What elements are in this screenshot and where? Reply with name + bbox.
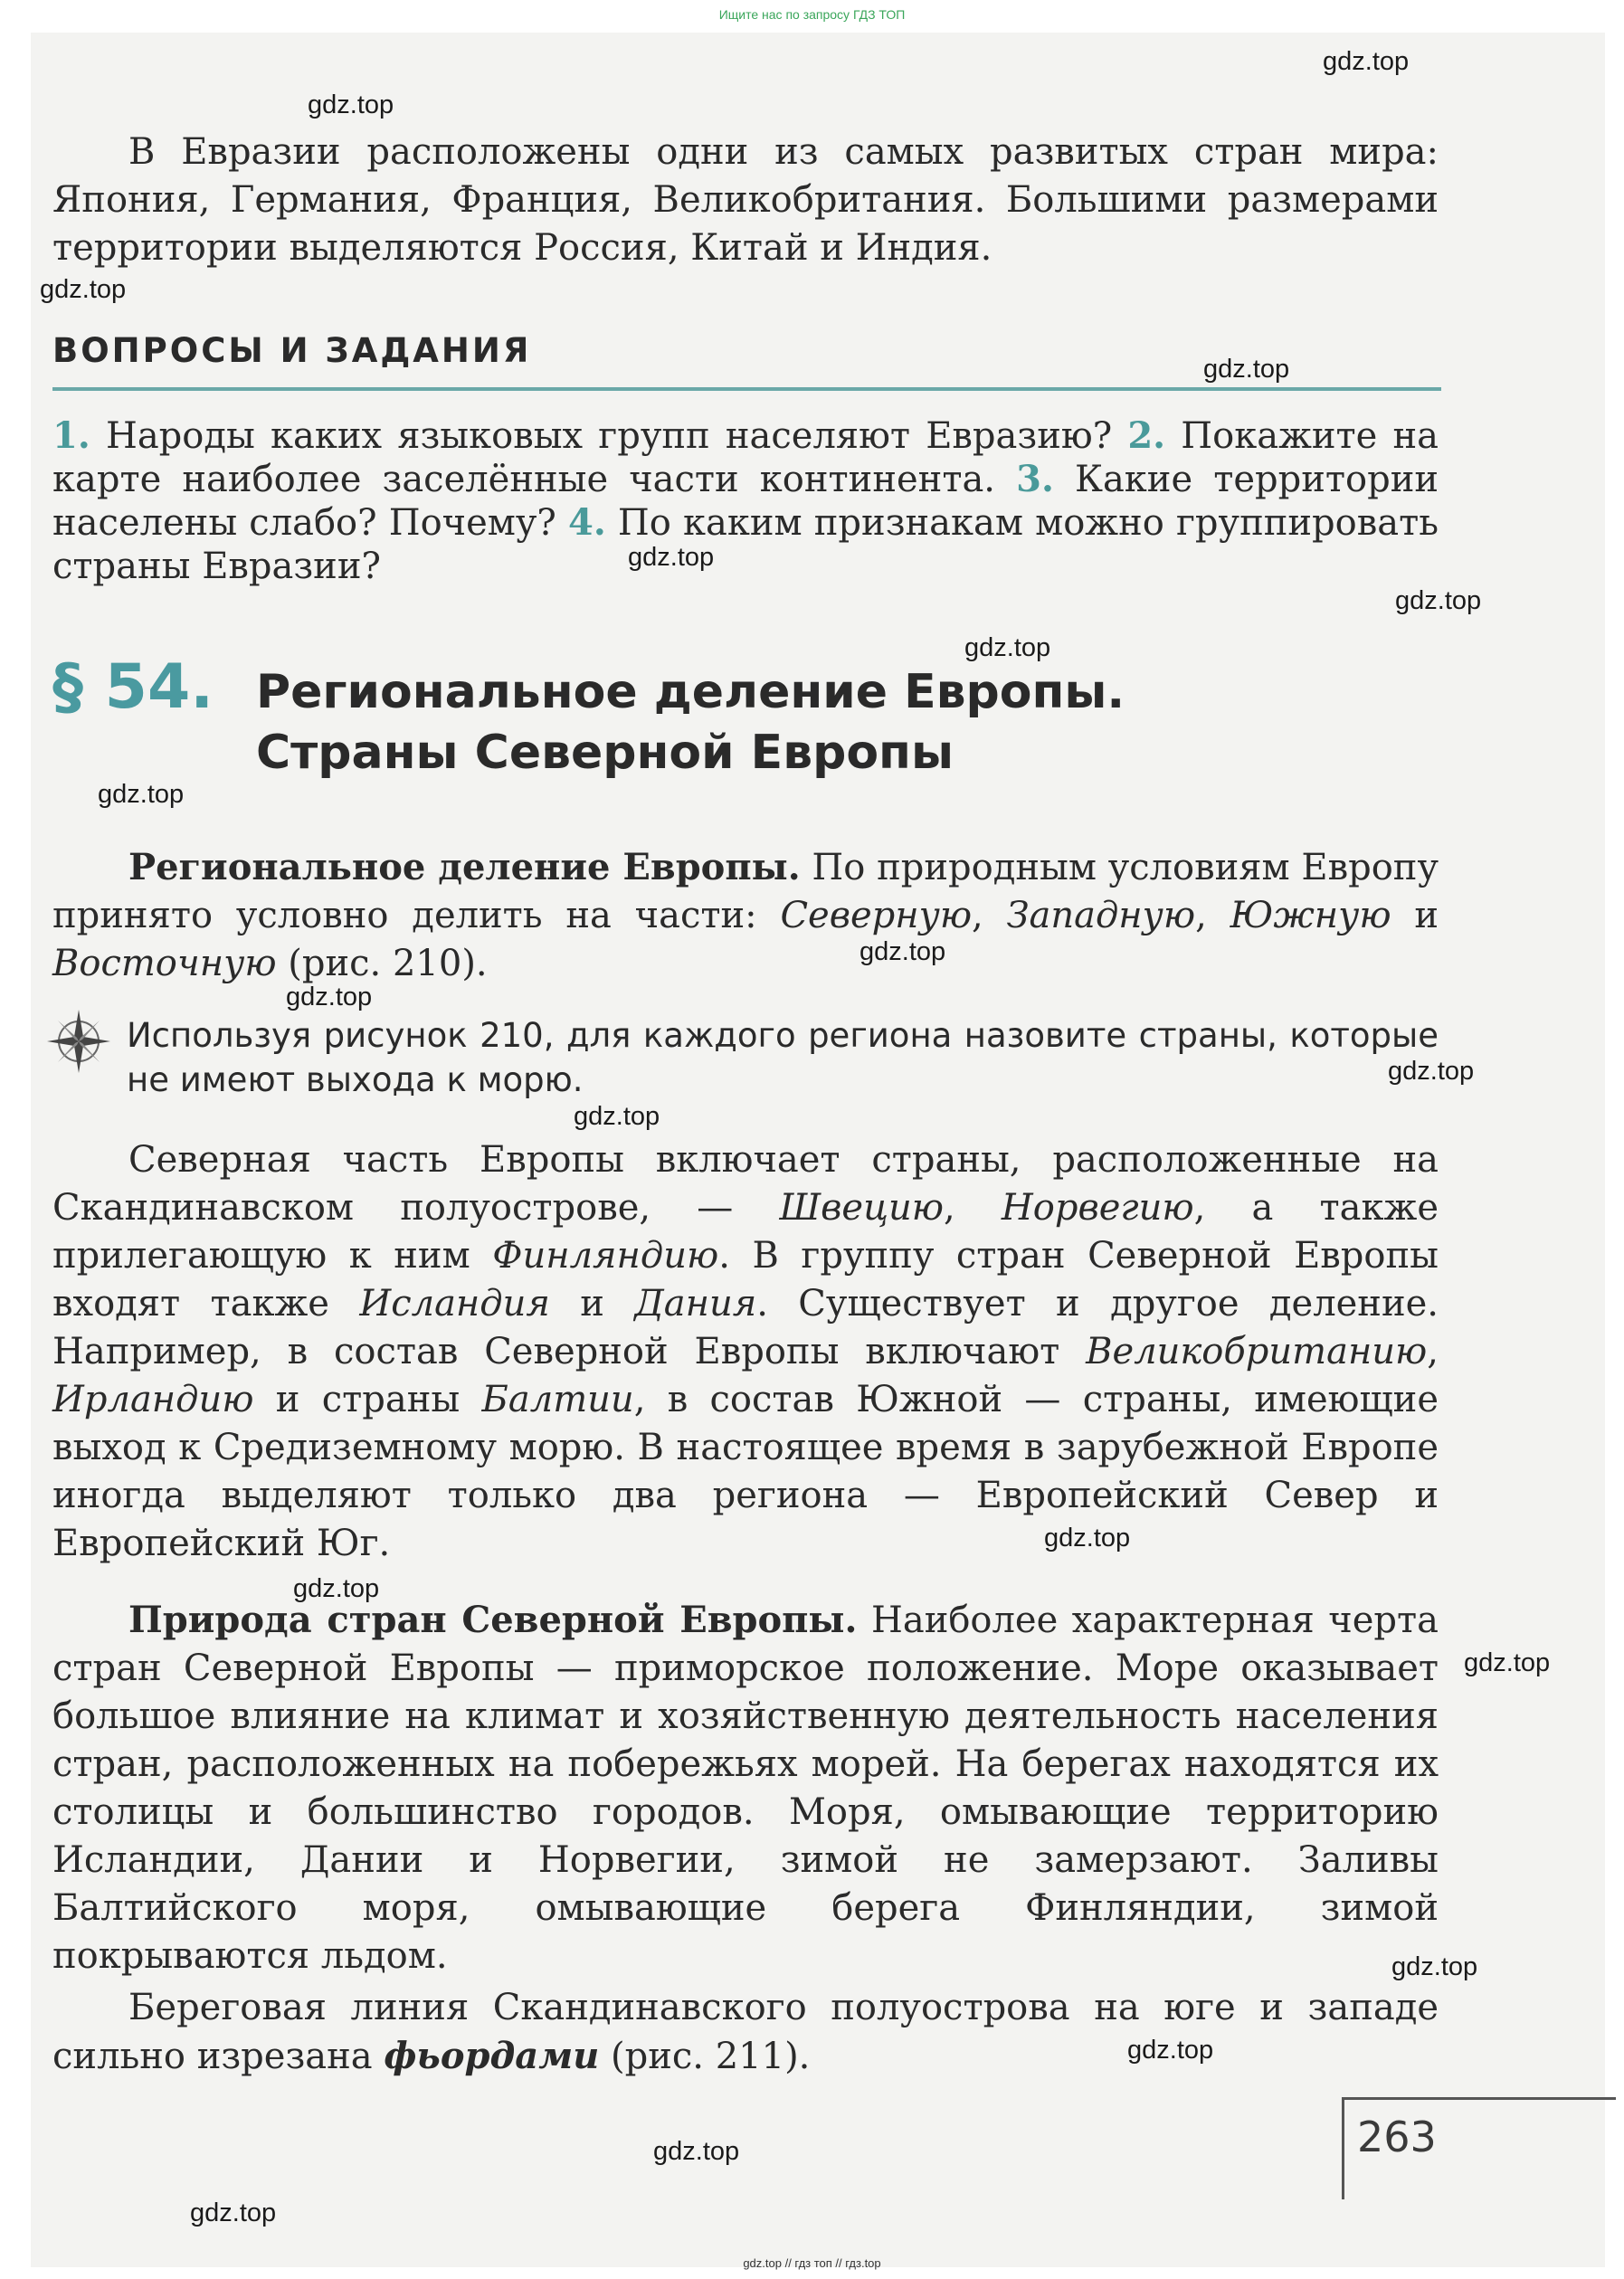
watermark: gdz.top	[293, 1574, 380, 1603]
italic-term: Восточную	[52, 943, 277, 984]
text: ,	[1195, 895, 1230, 936]
watermark: gdz.top	[1388, 1057, 1475, 1086]
question-number: 2.	[1127, 414, 1166, 457]
italic-term: Норвегию	[1001, 1187, 1194, 1229]
italic-term: Южную	[1230, 895, 1391, 936]
bold-term: фьордами	[384, 2035, 600, 2077]
watermark: gdz.top	[574, 1102, 660, 1131]
task-text: Используя рисунок 210, для каждого региона назовите страны, которые не имеют выхода к морю.	[127, 1016, 1439, 1099]
text: ,	[943, 1187, 1002, 1229]
italic-term: Западную	[1006, 895, 1196, 936]
watermark: gdz.top	[1464, 1648, 1551, 1677]
question-text: Покажите на карте наиболее заселённые части континента.	[52, 415, 1439, 500]
watermark: gdz.top	[1391, 1952, 1478, 1981]
watermark: gdz.top	[1127, 2036, 1214, 2065]
question-number: 1.	[52, 414, 90, 457]
question-number: 3.	[1016, 458, 1054, 500]
questions-list	[52, 414, 1439, 588]
page-number: 263	[1357, 2113, 1437, 2161]
italic-term: Балтии	[481, 1379, 634, 1420]
watermark: gdz.top	[859, 937, 946, 966]
watermark: gdz.top	[308, 90, 394, 119]
section-title-line: Страны Северной Европы	[256, 726, 954, 780]
text: , в состав Южной — страны, имеющие выход к Средиземному морю. В настоящее время в зарубежной Европе иногда выделяют только два региона — Европейский Север и Европейский Юг.	[52, 1379, 1439, 1564]
watermark: gdz.top	[628, 543, 715, 572]
text: . Существует и другое деление. Например, в состав Северной Европы включают	[52, 1283, 1439, 1372]
italic-term: Великобританию	[1086, 1331, 1428, 1372]
paragraph-regional-division	[52, 843, 1439, 988]
paragraph-coastline	[52, 1984, 1439, 2081]
questions-divider	[52, 387, 1441, 391]
watermark: gdz.top	[1395, 586, 1482, 615]
paragraph-northern-europe	[52, 1136, 1439, 1568]
text: (рис. 211).	[599, 2036, 811, 2077]
italic-term: Финляндию	[492, 1235, 719, 1277]
text: ,	[972, 895, 1007, 936]
section-title-line: Региональное деление Европы.	[256, 665, 1125, 719]
text: , а также прилегающую к ним	[52, 1187, 1439, 1277]
text: ,	[1427, 1331, 1439, 1372]
section-title	[256, 662, 1432, 783]
watermark: gdz.top	[40, 275, 127, 304]
watermark: gdz.top	[98, 780, 185, 809]
text: (рис. 210).	[276, 943, 488, 984]
watermark: gdz.top	[1323, 47, 1410, 76]
italic-term: Швецию	[779, 1187, 944, 1229]
bottom-banner[interactable]: gdz.top // гдз топ // гдз.top	[743, 2256, 881, 2270]
italic-term: Ирландию	[52, 1379, 254, 1420]
intro-paragraph: В Евразии расположены одни из самых развитых стран мира: Япония, Германия, Франция, Великобритания. Большими размерами территории выделяются Россия, Китай и Индия.	[52, 131, 1439, 269]
text: Наиболее характерная черта стран Северной Европы — приморское положение. Море оказывает большое влияние на климат и хозяйственную деятельность населения стран, расположенных на побережьях морей. На берегах находятся их столицы и большинство городов. Моря, омывающие территорию Исландии, Дании и Норвегии, зимой не замерзают. Заливы Балтийского моря, омывающие берега Финляндии, зимой покрываются льдом.	[52, 1600, 1439, 1977]
questions-header: ВОПРОСЫ И ЗАДАНИЯ	[52, 331, 532, 370]
text: . В группу стран Северной Европы входят также	[52, 1235, 1439, 1325]
paragraph-lead: Региональное деление Европы.	[128, 846, 801, 888]
text: и	[1391, 895, 1439, 936]
text: По природным условиям Европу принято условно делить на части:	[52, 847, 1439, 936]
italic-term: Северную	[780, 895, 973, 936]
text: Северная часть Европы включает страны, расположенные на Скандинавском полуострове, —	[52, 1139, 1439, 1229]
question-number: 4.	[568, 501, 606, 544]
section-number: § 54.	[52, 651, 214, 723]
compass-icon	[45, 1008, 112, 1075]
italic-term: Исландия	[359, 1283, 550, 1325]
watermark: gdz.top	[1203, 355, 1290, 384]
watermark: gdz.top	[190, 2198, 277, 2227]
watermark: gdz.top	[964, 633, 1051, 662]
question-text: Народы каких языковых групп населяют Евразию?	[105, 415, 1113, 457]
italic-term: Дания	[634, 1283, 757, 1325]
watermark: gdz.top	[1044, 1524, 1131, 1553]
paragraph-lead: Природа стран Северной Европы.	[128, 1599, 858, 1641]
watermark: gdz.top	[653, 2137, 740, 2166]
text: Береговая линия Скандинавского полуострова на юге и западе сильно изрезана	[52, 1987, 1439, 2077]
text: и	[549, 1283, 635, 1325]
top-banner[interactable]: Ищите нас по запросу ГДЗ ТОП	[718, 7, 906, 22]
question-text: Какие территории населены слабо? Почему?	[52, 459, 1439, 544]
paragraph-nature	[52, 1596, 1439, 1980]
text: и страны	[253, 1379, 482, 1420]
watermark: gdz.top	[286, 983, 373, 1011]
question-text: По каким признакам можно группировать страны Евразии?	[52, 502, 1439, 587]
